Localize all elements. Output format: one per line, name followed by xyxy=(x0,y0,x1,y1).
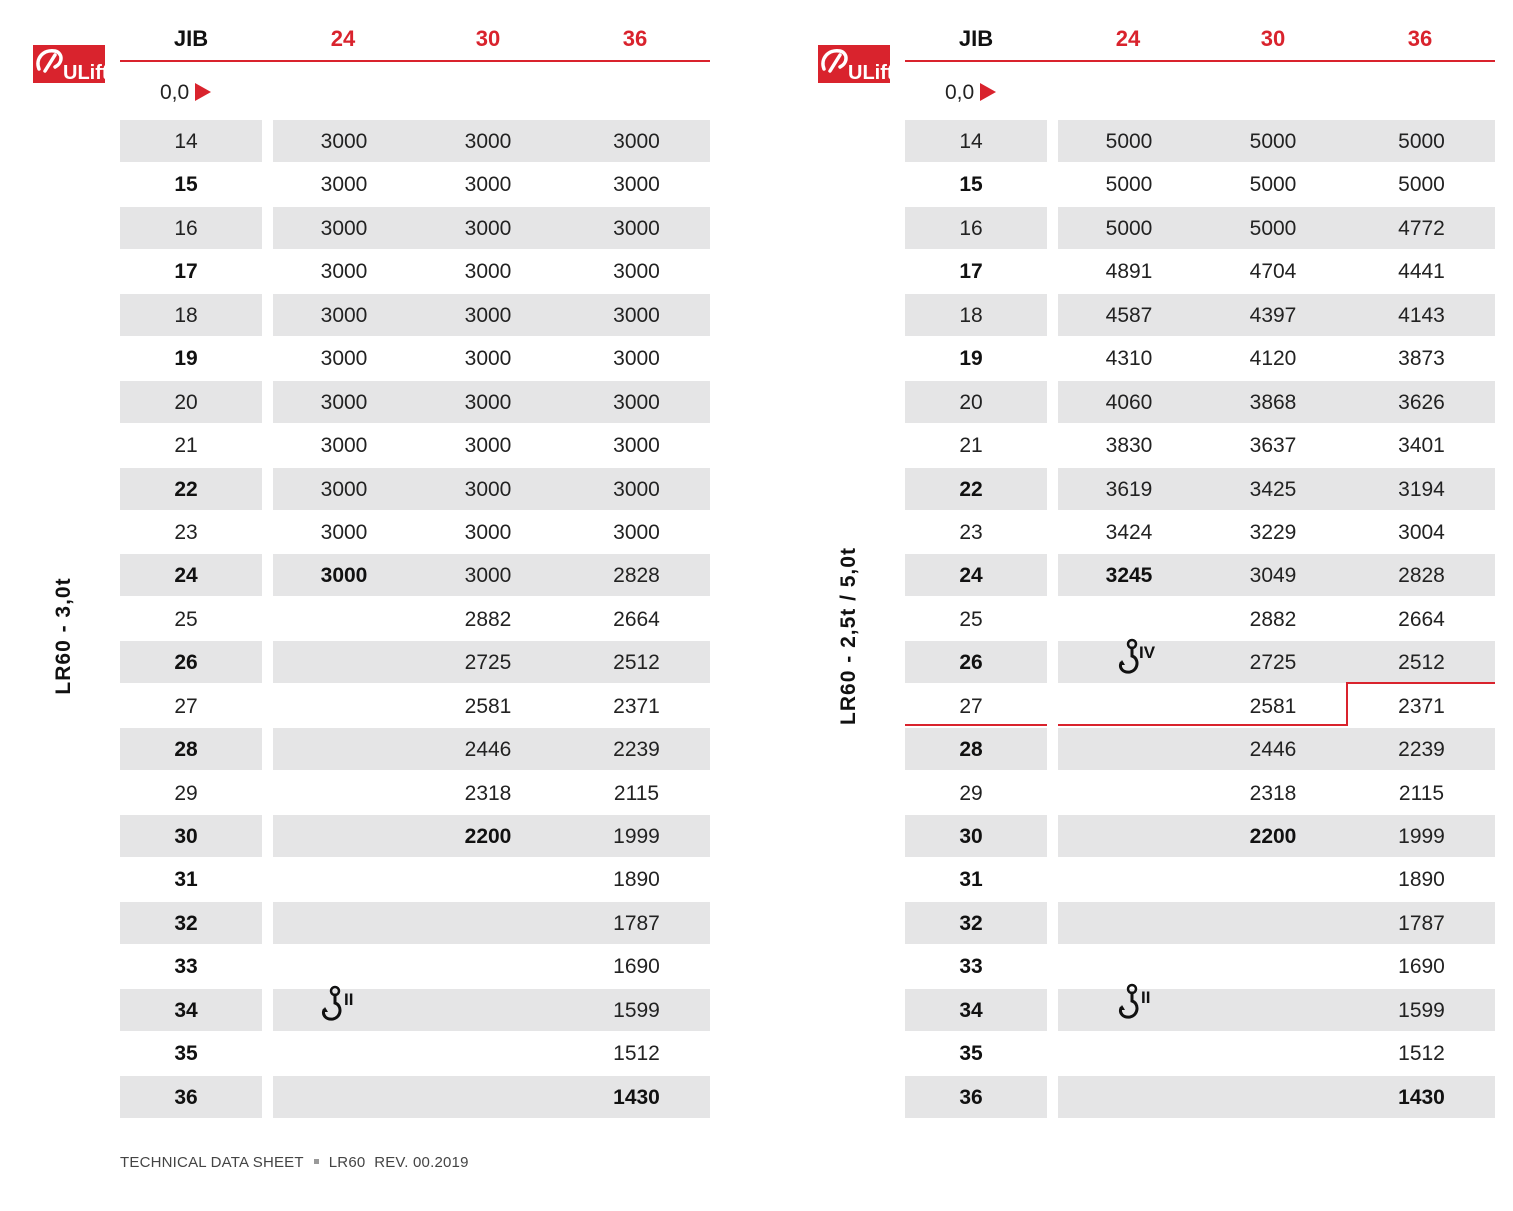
hook-icon xyxy=(318,985,362,1029)
jib-radius-cell: 21 xyxy=(959,434,983,458)
load-value-cell: 3000 xyxy=(613,173,660,197)
load-value-cell: 2318 xyxy=(1249,781,1297,805)
table-row xyxy=(905,337,1495,380)
load-value-cell: 3000 xyxy=(464,564,512,588)
load-value-cell xyxy=(418,858,558,900)
jib-radius-cell: 24 xyxy=(959,564,983,588)
jib-radius-cell: 36 xyxy=(959,1085,983,1109)
load-value-cell: 1599 xyxy=(613,998,660,1022)
table-row xyxy=(120,1076,710,1119)
table-row xyxy=(905,511,1495,554)
load-value-cell xyxy=(1058,815,1200,857)
table-row xyxy=(905,1032,1495,1075)
load-value-cell: 1690 xyxy=(1398,955,1445,979)
load-value-cell: 5000 xyxy=(1398,130,1445,153)
load-value-cell: 1599 xyxy=(1398,998,1445,1022)
jib-radius-cell: 16 xyxy=(959,216,983,240)
table-row xyxy=(120,424,710,467)
jib-radius-cell: 29 xyxy=(174,781,198,805)
load-value-cell xyxy=(273,858,415,900)
reeving-boundary-line xyxy=(905,724,1047,726)
header-col-24: 24 xyxy=(1115,26,1141,51)
load-value-cell: 2581 xyxy=(1249,694,1297,718)
load-value-cell: 3000 xyxy=(613,130,660,153)
jib-radius-cell: 21 xyxy=(174,434,198,458)
load-value-cell: 3000 xyxy=(320,520,368,544)
jib-radius-cell: 18 xyxy=(174,303,198,327)
origin-marker xyxy=(160,78,211,108)
load-value-cell: 3000 xyxy=(320,477,368,501)
table-row xyxy=(120,902,710,945)
table-row xyxy=(120,511,710,554)
jib-radius-cell: 26 xyxy=(959,651,983,675)
hook-icon xyxy=(1115,983,1159,1027)
load-value-cell: 3425 xyxy=(1249,477,1297,501)
footer-separator xyxy=(314,1159,319,1164)
jib-radius-cell: 36 xyxy=(174,1085,198,1109)
load-value-cell: 3000 xyxy=(613,390,660,414)
load-value-cell: 3619 xyxy=(1105,477,1153,501)
ulift-logo-icon xyxy=(818,45,890,83)
jib-radius-cell: 20 xyxy=(174,390,198,414)
load-value-cell: 3245 xyxy=(1105,564,1153,588)
load-value-cell: 3873 xyxy=(1398,347,1445,371)
load-value-cell: 2512 xyxy=(613,651,660,675)
load-value-cell: 4772 xyxy=(1398,216,1445,240)
load-value-cell: 2371 xyxy=(1398,694,1445,718)
load-value-cell: 3000 xyxy=(464,520,512,544)
table-row xyxy=(120,641,710,684)
jib-radius-cell: 15 xyxy=(174,173,198,197)
hook-reeving-label: II xyxy=(1141,988,1151,1007)
load-value-cell: 2446 xyxy=(1249,738,1297,762)
table-row xyxy=(120,772,710,815)
table-row xyxy=(120,945,710,988)
table-row xyxy=(905,250,1495,293)
table-row xyxy=(905,207,1495,250)
load-value-cell: 4704 xyxy=(1249,260,1297,284)
table-row xyxy=(905,424,1495,467)
jib-radius-cell: 20 xyxy=(959,390,983,414)
jib-radius-cell: 19 xyxy=(959,347,983,371)
load-value-cell xyxy=(273,1032,415,1074)
hook-reeving-label: IV xyxy=(1139,643,1156,662)
load-value-cell xyxy=(273,598,415,640)
load-value-cell: 4397 xyxy=(1249,303,1297,327)
load-value-cell xyxy=(273,815,415,857)
load-value-cell: 3000 xyxy=(320,216,368,240)
footer-sheet: TECHNICAL DATA SHEET xyxy=(120,1154,304,1171)
table-row xyxy=(905,989,1495,1032)
origin-value: 0,0 xyxy=(945,81,975,104)
jib-radius-cell: 32 xyxy=(959,911,983,935)
header-col-30: 30 xyxy=(475,26,501,51)
jib-radius-cell: 31 xyxy=(174,868,198,892)
load-value-cell: 2239 xyxy=(1398,738,1445,762)
load-value-cell xyxy=(1203,858,1343,900)
jib-radius-cell: 30 xyxy=(174,825,198,848)
load-value-cell: 3000 xyxy=(613,477,660,501)
table-row xyxy=(905,641,1495,684)
jib-radius-cell: 19 xyxy=(174,347,198,371)
load-value-cell: 1430 xyxy=(1398,1085,1445,1109)
load-value-cell xyxy=(273,728,415,770)
table-row xyxy=(120,989,710,1032)
load-value-cell: 4143 xyxy=(1398,303,1445,327)
load-value-cell xyxy=(1058,772,1200,814)
jib-radius-cell: 35 xyxy=(174,1042,198,1066)
load-value-cell: 2115 xyxy=(613,781,660,805)
load-value-cell: 1787 xyxy=(1398,911,1445,935)
load-value-cell xyxy=(418,1032,558,1074)
table-row xyxy=(905,163,1495,206)
table-row xyxy=(120,685,710,728)
load-value-cell: 3000 xyxy=(320,303,368,327)
load-value-cell: 1999 xyxy=(1398,825,1445,848)
load-value-cell: 4310 xyxy=(1105,347,1153,371)
table-row xyxy=(120,120,710,163)
load-value-cell: 3004 xyxy=(1398,520,1445,544)
table-row xyxy=(905,120,1495,163)
load-value-cell xyxy=(273,685,415,727)
load-value-cell: 2725 xyxy=(464,651,512,675)
load-table xyxy=(120,120,710,1119)
hook-icon xyxy=(1115,638,1159,682)
load-value-cell: 2239 xyxy=(613,738,660,762)
load-value-cell: 5000 xyxy=(1249,173,1297,197)
ulift-logo-icon xyxy=(33,45,105,83)
load-value-cell: 2581 xyxy=(464,694,512,718)
model-capacity-label: LR60 - 3,0t xyxy=(52,577,75,695)
table-row xyxy=(120,337,710,380)
jib-radius-cell: 29 xyxy=(959,781,983,805)
jib-radius-cell: 30 xyxy=(959,825,983,848)
model-capacity-label: LR60 - 2,5t / 5,0t xyxy=(837,547,860,725)
origin-value: 0,0 xyxy=(160,81,190,104)
load-value-cell xyxy=(1058,1076,1200,1118)
load-chart-panel-3t xyxy=(0,0,760,1140)
jib-radius-cell: 17 xyxy=(174,260,198,284)
load-value-cell: 4587 xyxy=(1105,303,1153,327)
load-value-cell: 3000 xyxy=(320,347,368,371)
load-value-cell: 3000 xyxy=(464,173,512,197)
load-value-cell xyxy=(1203,945,1343,987)
load-value-cell: 2318 xyxy=(464,781,512,805)
table-row xyxy=(905,1076,1495,1119)
load-value-cell xyxy=(418,945,558,987)
header-divider xyxy=(905,60,1495,62)
jib-radius-cell: 34 xyxy=(959,998,983,1022)
play-arrow-icon xyxy=(980,83,996,101)
jib-radius-cell: 26 xyxy=(174,651,198,675)
jib-radius-cell: 28 xyxy=(959,738,983,762)
table-row xyxy=(905,381,1495,424)
load-value-cell: 3000 xyxy=(320,173,368,197)
load-value-cell: 3000 xyxy=(613,260,660,284)
load-value-cell: 5000 xyxy=(1105,173,1153,197)
table-row xyxy=(120,294,710,337)
load-value-cell: 3000 xyxy=(464,390,512,414)
load-value-cell xyxy=(1203,989,1343,1031)
table-row xyxy=(120,163,710,206)
table-row xyxy=(905,468,1495,511)
load-table xyxy=(905,120,1495,1119)
jib-radius-cell: 22 xyxy=(174,477,198,501)
load-value-cell: 2200 xyxy=(464,825,512,848)
load-value-cell: 3000 xyxy=(613,434,660,458)
load-value-cell: 5000 xyxy=(1398,173,1445,197)
load-value-cell: 3401 xyxy=(1398,434,1445,458)
table-row xyxy=(120,381,710,424)
load-value-cell xyxy=(1058,598,1200,640)
load-value-cell xyxy=(273,641,415,683)
load-value-cell: 2725 xyxy=(1249,651,1297,675)
table-row xyxy=(905,858,1495,901)
jib-radius-cell: 35 xyxy=(959,1042,983,1066)
jib-radius-cell: 22 xyxy=(959,477,983,501)
jib-radius-cell: 33 xyxy=(174,955,198,979)
jib-radius-cell: 14 xyxy=(174,130,198,153)
table-row xyxy=(905,554,1495,597)
load-value-cell: 3424 xyxy=(1105,520,1153,544)
reeving-boundary-line xyxy=(1346,682,1348,726)
load-value-cell xyxy=(273,902,415,944)
table-row xyxy=(120,1032,710,1075)
load-value-cell: 1430 xyxy=(613,1085,660,1109)
jib-radius-cell: 34 xyxy=(174,998,198,1022)
table-row xyxy=(905,685,1495,728)
jib-radius-cell: 18 xyxy=(959,303,983,327)
table-row xyxy=(120,598,710,641)
load-value-cell: 2446 xyxy=(464,738,512,762)
table-row xyxy=(120,250,710,293)
load-value-cell: 5000 xyxy=(1105,216,1153,240)
load-value-cell: 3000 xyxy=(464,303,512,327)
load-value-cell: 3000 xyxy=(320,260,368,284)
load-value-cell: 3000 xyxy=(613,216,660,240)
footer-model: LR60 xyxy=(328,1154,366,1171)
load-value-cell: 1690 xyxy=(613,955,660,979)
load-value-cell: 3000 xyxy=(320,434,368,458)
load-value-cell xyxy=(273,945,415,987)
load-value-cell: 1512 xyxy=(1398,1042,1445,1066)
header-col-30: 30 xyxy=(1260,26,1286,51)
load-value-cell: 2115 xyxy=(1398,781,1445,805)
load-value-cell: 3637 xyxy=(1249,434,1297,458)
load-value-cell xyxy=(1058,1032,1200,1074)
load-value-cell: 1999 xyxy=(613,825,660,848)
jib-radius-cell: 23 xyxy=(174,520,198,544)
load-value-cell: 2882 xyxy=(464,607,512,631)
jib-radius-cell: 24 xyxy=(174,564,198,588)
jib-radius-cell: 14 xyxy=(959,130,983,153)
hook-reeving-label: II xyxy=(344,990,354,1009)
load-value-cell: 2882 xyxy=(1249,607,1297,631)
origin-marker xyxy=(945,78,996,108)
load-value-cell: 2664 xyxy=(613,607,660,631)
load-value-cell: 3194 xyxy=(1398,477,1445,501)
load-value-cell xyxy=(273,772,415,814)
load-value-cell: 3000 xyxy=(320,564,368,588)
load-value-cell xyxy=(1058,728,1200,770)
footer-revision: REV. 00.2019 xyxy=(374,1154,469,1171)
table-row xyxy=(120,468,710,511)
jib-radius-cell: 32 xyxy=(174,911,198,935)
load-value-cell xyxy=(1203,902,1343,944)
table-row xyxy=(905,728,1495,771)
jib-radius-cell: 17 xyxy=(959,260,983,284)
load-value-cell: 3229 xyxy=(1249,520,1297,544)
load-value-cell: 4120 xyxy=(1249,347,1297,371)
table-row xyxy=(905,815,1495,858)
load-value-cell xyxy=(1058,902,1200,944)
load-value-cell xyxy=(1203,1076,1343,1118)
load-value-cell xyxy=(1058,945,1200,987)
header-col-36: 36 xyxy=(1407,26,1433,51)
load-value-cell xyxy=(418,902,558,944)
load-value-cell: 3000 xyxy=(464,434,512,458)
load-value-cell xyxy=(1058,685,1200,727)
load-value-cell: 3830 xyxy=(1105,434,1153,458)
table-row xyxy=(905,902,1495,945)
footer xyxy=(120,1154,469,1171)
load-value-cell: 3000 xyxy=(464,477,512,501)
jib-radius-cell: 27 xyxy=(174,694,198,718)
logo-text: ULift xyxy=(848,62,890,83)
load-chart-panel-2-5t-5t xyxy=(785,0,1513,1140)
logo-text: ULift xyxy=(63,62,105,83)
load-value-cell xyxy=(273,1076,415,1118)
load-value-cell: 3000 xyxy=(464,347,512,371)
jib-radius-cell: 16 xyxy=(174,216,198,240)
load-value-cell: 3000 xyxy=(613,347,660,371)
load-value-cell xyxy=(418,989,558,1031)
header-divider xyxy=(120,60,710,62)
load-value-cell: 3000 xyxy=(613,520,660,544)
jib-radius-cell: 27 xyxy=(959,694,983,718)
jib-radius-cell: 15 xyxy=(959,173,983,197)
load-value-cell xyxy=(418,1076,558,1118)
jib-radius-cell: 25 xyxy=(959,607,983,631)
load-value-cell: 2828 xyxy=(613,564,660,588)
load-value-cell xyxy=(1203,1032,1343,1074)
reeving-boundary-line xyxy=(1346,682,1495,684)
load-value-cell: 4060 xyxy=(1105,390,1153,414)
load-value-cell xyxy=(1058,858,1200,900)
load-value-cell: 5000 xyxy=(1105,130,1153,153)
header-jib: JIB xyxy=(173,26,209,51)
load-value-cell: 2200 xyxy=(1249,825,1297,848)
load-value-cell: 5000 xyxy=(1249,130,1297,153)
table-row xyxy=(905,294,1495,337)
load-value-cell: 3049 xyxy=(1249,564,1297,588)
load-value-cell: 3000 xyxy=(464,130,512,153)
table-row xyxy=(120,728,710,771)
table-row xyxy=(120,858,710,901)
header-jib: JIB xyxy=(958,26,994,51)
table-row xyxy=(905,945,1495,988)
load-value-cell: 3868 xyxy=(1249,390,1297,414)
load-value-cell: 3626 xyxy=(1398,390,1445,414)
load-value-cell: 2371 xyxy=(613,694,660,718)
load-value-cell: 3000 xyxy=(613,303,660,327)
load-value-cell: 1787 xyxy=(613,911,660,935)
load-value-cell: 2664 xyxy=(1398,607,1445,631)
table-row xyxy=(120,554,710,597)
load-value-cell: 2828 xyxy=(1398,564,1445,588)
load-value-cell: 1890 xyxy=(1398,868,1445,892)
table-row xyxy=(905,772,1495,815)
table-row xyxy=(120,815,710,858)
table-row xyxy=(905,598,1495,641)
reeving-boundary-line xyxy=(1058,724,1348,726)
jib-radius-cell: 23 xyxy=(959,520,983,544)
load-value-cell: 3000 xyxy=(320,130,368,153)
load-value-cell: 4891 xyxy=(1105,260,1153,284)
load-value-cell: 1512 xyxy=(613,1042,660,1066)
table-row xyxy=(120,207,710,250)
load-value-cell: 4441 xyxy=(1398,260,1445,284)
jib-radius-cell: 31 xyxy=(959,868,983,892)
jib-radius-cell: 25 xyxy=(174,607,198,631)
load-value-cell: 3000 xyxy=(464,260,512,284)
jib-radius-cell: 28 xyxy=(174,738,198,762)
jib-radius-cell: 33 xyxy=(959,955,983,979)
load-value-cell: 3000 xyxy=(320,390,368,414)
load-value-cell: 5000 xyxy=(1249,216,1297,240)
play-arrow-icon xyxy=(195,83,211,101)
header-col-36: 36 xyxy=(622,26,648,51)
header-col-24: 24 xyxy=(330,26,356,51)
load-value-cell: 2512 xyxy=(1398,651,1445,675)
load-value-cell: 3000 xyxy=(464,216,512,240)
load-value-cell: 1890 xyxy=(613,868,660,892)
